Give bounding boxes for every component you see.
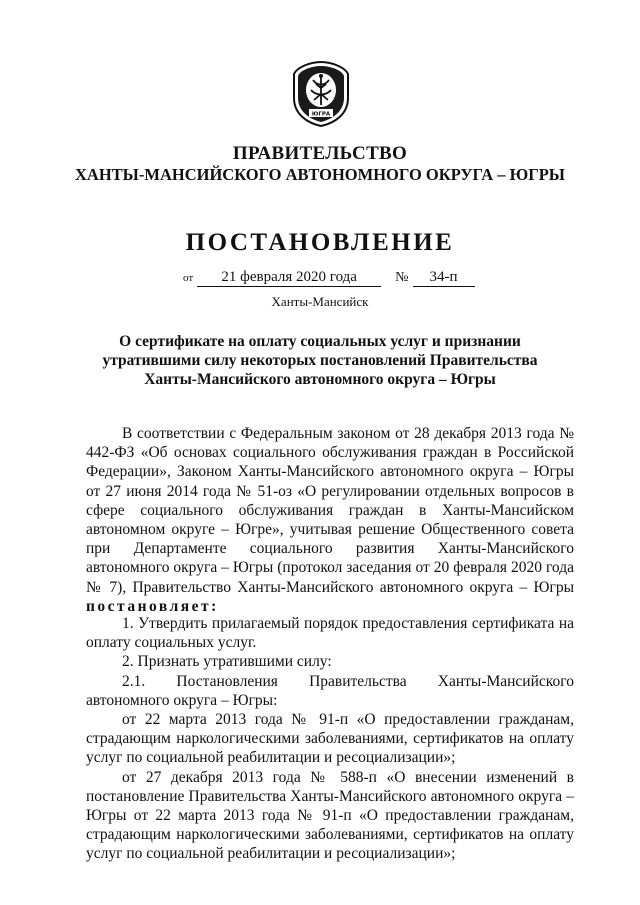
document-number: 34-п: [413, 269, 475, 287]
number-label: №: [395, 270, 409, 285]
date-number-line: [183, 269, 475, 287]
item-2: 2. Признать утратившими силу:: [122, 653, 332, 671]
emblem-text: ЮГРА: [311, 111, 331, 118]
decree-items: [86, 614, 574, 864]
repealed-act-1: от 22 марта 2013 года № 91-п «О предоставлении гражданам, страдающим наркологическими заболеваниями, сертификатов на оплату услуг по социальной реабилитации и ресоциализации»;: [86, 711, 574, 767]
subject-line: утратившими силу некоторых постановлений Правительства: [102, 352, 538, 369]
document-date: 21 февраля 2020 года: [197, 269, 381, 287]
preamble-text: В соответствии с Федеральным законом от 28 декабря 2013 года № 442-ФЗ «Об основах социального обслуживания граждан в Российской Федерации», Законом Ханты-Мансийского автономного округа – Югры от 27 июня 2014 года № 51-оз «О регулировании отдельных вопросов в сфере социального обслуживания граждан в Ханты-Мансийском автономном округе – Югре», учитывая решение Общественного совета при Департаменте социального развития Ханты-Мансийского автономного округа – Югры (протокол заседания от 20 февраля 2020 года № 7), Правительство Ханты-Мансийского автономного округа – Югры: [86, 425, 574, 596]
subject-line: О сертификате на оплату социальных услуг и признании: [119, 333, 521, 350]
repealed-act-2: от 27 декабря 2013 года № 588-п «О внесении изменений в постановление Правительства Ханты-Мансийского автономного округа – Югры от 22 марта 2013 года № 91-п «О предоставлении гражданам, страдающим наркологическими заболеваниями, сертификатов на оплату услуг по социальной реабилитации и ресоциализации»;: [86, 768, 574, 863]
region-title: ХАНТЫ-МАНСИЙСКОГО АВТОНОМНОГО ОКРУГА – ЮГРЫ: [75, 165, 565, 184]
item-2-1: 2.1. Постановления Правительства Ханты-Мансийского автономного округа – Югры:: [86, 672, 574, 709]
document-type: ПОСТАНОВЛЕНИЕ: [185, 229, 455, 256]
khanty-mansi-coat-of-arms-icon: [291, 60, 351, 128]
item-1: 1. Утвердить прилагаемый порядок предоставления сертификата на оплату социальных услуг.: [86, 615, 574, 652]
preamble-block: [86, 424, 574, 616]
subject-line: Ханты-Мансийского автономного округа – Югры: [144, 371, 496, 388]
city: Ханты-Мансийск: [271, 294, 369, 309]
decree-word: постановляет:: [86, 597, 219, 615]
document-subject: [100, 332, 540, 389]
government-title: ПРАВИТЕЛЬСТВО: [232, 143, 408, 164]
date-label: от: [183, 272, 194, 284]
